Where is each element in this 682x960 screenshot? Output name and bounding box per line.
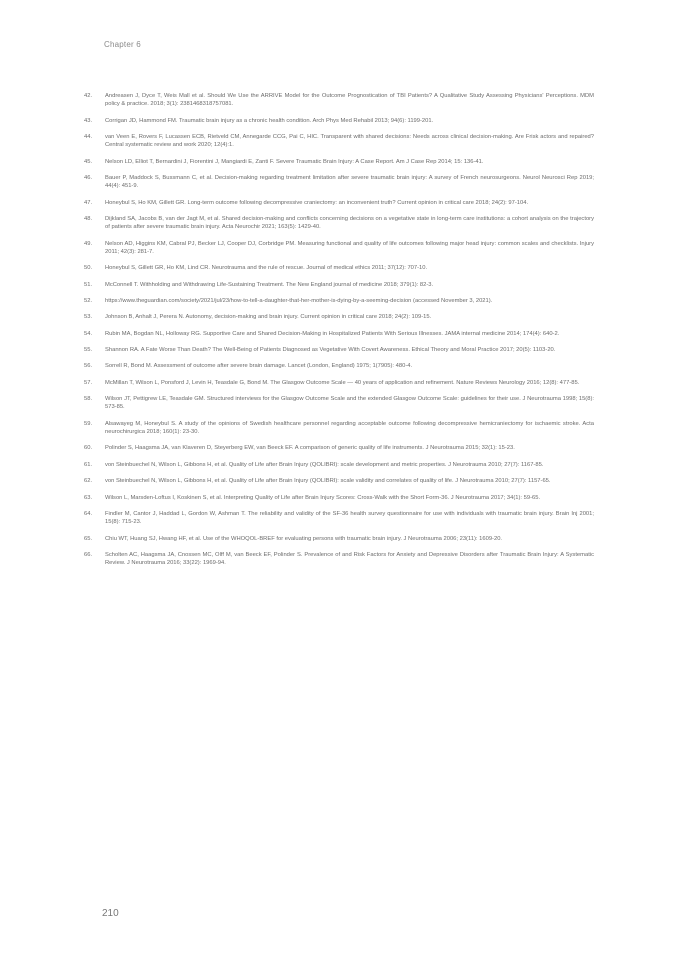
reference-item <box>84 461 594 469</box>
reference-number: 65. <box>84 535 93 542</box>
reference-text: Polinder S, Haagsma JA, van Klaveren D, Steyerberg EW, van Beeck EF. A comparison of generic quality of life instruments. J Neurotrauma 2015; 32(1): 15-23. <box>105 445 515 452</box>
reference-text: Findler M, Cantor J, Haddad L, Gordon W, Ashman T. The reliability and validity of the SF-36 health survey questionnaire for use with individuals with traumatic brain injury. Brain Inj 2001; 15(8): 715-23. <box>105 511 594 526</box>
reference-item <box>84 362 594 370</box>
reference-text: von Steinbuechel N, Wilson L, Gibbons H, et al. Quality of Life after Brain Injury (QOLIBRI): scale validity and correlates of quality of life. J Neurotrauma 2010; 27(7): 1157-65. <box>105 478 551 485</box>
reference-number: 62. <box>84 478 93 485</box>
reference-text: https://www.theguardian.com/society/2021/jul/23/how-to-tell-a-daughter-that-her-mother-is-dying-by-a-seeming-decision (accessed November 3, 2021). <box>105 297 493 304</box>
reference-text: McConnell T. Withholding and Withdrawing Life-Sustaining Treatment. The New England journal of medicine 2018; 379(1): 82-3. <box>105 281 434 288</box>
reference-text: Honeybul S, Gillett GR, Ho KM, Lind CR. Neurotrauma and the rule of rescue. Journal of medical ethics 2011; 37(12): 707-10. <box>105 265 428 272</box>
reference-item <box>84 346 594 354</box>
reference-text: Andreasen J, Dyce T, Weis Mall et al. Should We Use the ARRIVE Model for the Outcome Prognostication of TBI Patients? A Qualitative Study Assessing Physicians' Perceptions. MDM policy & practice. 2018; 3(1): 2381468318757081. <box>105 93 594 108</box>
reference-text: Corrigan JD, Hammond FM. Traumatic brain injury as a chronic health condition. Arch Phys Med Rehabil 2013; 94(6): 1199-201. <box>105 117 434 124</box>
reference-item <box>84 92 594 108</box>
reference-number: 66. <box>84 552 93 558</box>
reference-number: 63. <box>84 494 93 501</box>
reference-number: 44. <box>84 133 93 140</box>
reference-item <box>84 199 594 207</box>
reference-text: Johnson B, Anhalt J, Perera N. Autonomy, decision-making and brain injury. Current opinion in critical care 2018; 24(2): 109-15. <box>105 314 432 321</box>
reference-text: Dijkland SA, Jacobs B, van der Jagt M, et al. Shared decision-making and conflicts concerning decisions on a vegetative state in long-term care institutions: a cohort analysis on the trajectory of patients after severe traumatic brain injury. Acta Neurochir 2021; 163(5): 1429-40. <box>105 215 594 231</box>
reference-text: van Veen E, Rovers F, Lucassen ECB, Rietveld CM, Annegarde CCG, Pai C, HIC. Transparent with shared decisions: Needs across clinical decision-making. Are Frisk actors and repaired? Central systematic review and work 2020; 12(4):1. <box>105 133 594 149</box>
page-number: 210 <box>102 908 119 919</box>
reference-text: Shannon RA. A Fate Worse Than Death? The Well-Being of Patients Diagnosed as Vegetative With Covert Awareness. Ethical Theory and Moral Practice 2017; 20(5): 1103-20. <box>105 347 556 354</box>
reference-text: Scholten AC, Haagsma JA, Cnossen MC, Olff M, van Beeck EF, Polinder S. Prevalence of and Risk Factors for Anxiety and Depressive Disorders after Traumatic Brain Injury: A Systematic Review. J Neurotrauma 2016; 33(22): 1969-94. <box>105 552 594 567</box>
reference-number: 54. <box>84 330 93 337</box>
reference-item <box>84 281 594 289</box>
reference-text: Nelson AD, Higgins KM, Cabral PJ, Becker LJ, Cooper DJ, Corbridge PM. Measuring functional and quality of life outcomes following major head injury: common scales and checklists. Injury 2011; 42(3): 281-7. <box>105 240 594 255</box>
reference-text: Alsawayeg M, Honeybul S. A study of the opinions of Swedish healthcare personnel regarding acceptable outcome following decompressive hemicraniectomy for ischaemic stroke. Acta neurochirurgica 2018; 160(1): 23-30. <box>105 420 594 436</box>
reference-item <box>84 133 594 149</box>
reference-item <box>84 444 594 452</box>
reference-number: 50. <box>84 265 93 272</box>
reference-number: 60. <box>84 445 93 452</box>
reference-number: 42. <box>84 93 93 99</box>
reference-text: Rubin MA, Bogdan NL, Holloway RG. Supportive Care and Shared Decision-Making in Hospitalized Patients With Serious Illnesses. JAMA internal medicine 2014; 174(4): 640-2. <box>105 330 560 337</box>
reference-text: Wilson JT, Pettigrew LE, Teasdale GM. Structured interviews for the Glasgow Outcome Scale and the extended Glasgow Outcome Scale: guidelines for their use. J Neurotrauma 1998; 15(8): 573-85. <box>105 396 594 411</box>
reference-item <box>84 215 594 231</box>
reference-item <box>84 379 594 387</box>
reference-item <box>84 494 594 502</box>
reference-number: 43. <box>84 117 93 124</box>
reference-number: 56. <box>84 363 93 370</box>
reference-number: 59. <box>84 420 93 427</box>
reference-number: 61. <box>84 461 93 468</box>
reference-text: Sorrell R, Bond M. Assessment of outcome after severe brain damage. Lancet (London, England) 1975; 1(7905): 480-4. <box>105 363 413 370</box>
reference-number: 47. <box>84 199 93 206</box>
reference-number: 64. <box>84 511 93 518</box>
reference-text: Honeybul S, Ho KM, Gillett GR. Long-term outcome following decompressive craniectomy: an inconvenient truth? Current opinion in critical care 2018; 24(2): 97-104. <box>105 199 529 206</box>
reference-item <box>84 117 594 125</box>
reference-item <box>84 535 594 543</box>
reference-text: von Steinbuechel N, Wilson L, Gibbons H, et al. Quality of Life after Brain Injury (QOLIBRI): scale development and metric properties. J Neurotrauma 2010; 27(7): 1167-85. <box>105 461 544 468</box>
reference-number: 51. <box>84 281 93 288</box>
reference-item <box>84 297 594 305</box>
reference-item <box>84 330 594 338</box>
reference-item <box>84 395 594 411</box>
reference-text: Nelson LD, Elliot T, Bernardini J, Fiorentini J, Mangiardi E, Zanti F. Severe Traumatic Brain Injury: A Case Report. Am J Case Rep 2014; 15: 136-41. <box>105 158 484 165</box>
reference-number: 48. <box>84 215 93 222</box>
reference-item <box>84 158 594 166</box>
reference-text: Bauer P, Maddock S, Bussmann C, et al. Decision-making regarding treatment limitation after severe traumatic brain injury: A survey of French neurosurgeons. Neurol Neurosci Rep 2019; 44(4): 451-9. <box>105 174 594 190</box>
reference-number: 55. <box>84 347 93 354</box>
reference-number: 45. <box>84 158 93 165</box>
reference-number: 46. <box>84 174 93 181</box>
reference-item <box>84 174 594 190</box>
reference-item <box>84 240 594 256</box>
reference-item <box>84 313 594 321</box>
chapter-label: Chapter 6 <box>104 40 141 49</box>
reference-item <box>84 477 594 485</box>
reference-text: Wilson L, Marsden-Loftus I, Koskinen S, et al. Interpreting Quality of Life after Brain Injury Scores: Cross-Walk with the Short Form-36. J Neurotrauma 2017; 34(1): 59-65. <box>105 494 541 501</box>
reference-number: 52. <box>84 297 93 304</box>
reference-item <box>84 551 594 567</box>
reference-number: 57. <box>84 379 93 386</box>
reference-item <box>84 264 594 272</box>
reference-item <box>84 420 594 436</box>
reference-text: Chiu WT, Huang SJ, Hwang HF, et al. Use of the WHOQOL-BREF for evaluating persons with traumatic brain injury. J Neurotrauma 2006; 23(11): 1609-20. <box>105 535 503 542</box>
reference-text: McMillan T, Wilson L, Ponsford J, Levin H, Teasdale G, Bond M. The Glasgow Outcome Scale — 40 years of application and refinement. Nature Reviews Neurology 2016; 12(8): 477-85. <box>105 379 580 386</box>
reference-number: 53. <box>84 314 93 321</box>
reference-list <box>84 92 594 576</box>
reference-number: 49. <box>84 240 93 247</box>
reference-item <box>84 510 594 526</box>
reference-number: 58. <box>84 396 93 403</box>
